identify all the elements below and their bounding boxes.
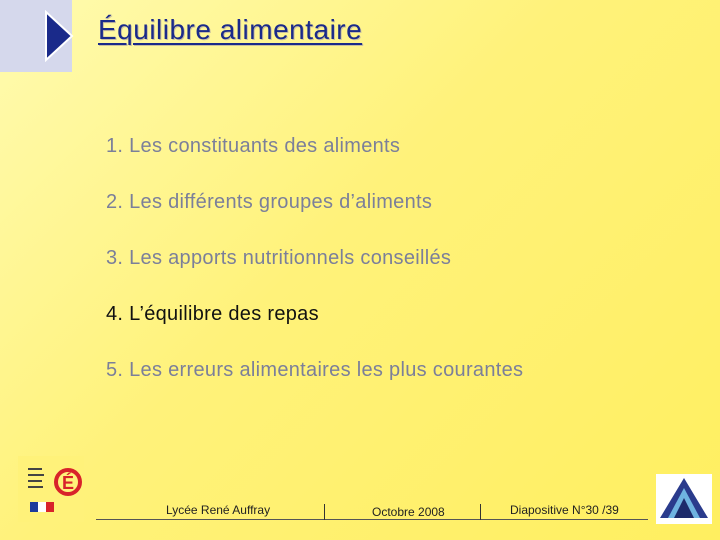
slide-title: Équilibre alimentaire — [98, 14, 363, 45]
nav-corner — [0, 0, 72, 72]
ministry-education-logo — [18, 456, 84, 522]
outline-item-5[interactable]: 5. Les erreurs alimentaires les plus courantes — [106, 359, 524, 381]
school-triangle-logo — [656, 474, 712, 524]
outline-item-1[interactable]: 1. Les constituants des aliments — [106, 135, 401, 157]
footer-date: Octobre 2008 — [372, 505, 445, 519]
outline-item-2[interactable]: 2. Les différents groupes d’aliments — [106, 191, 433, 213]
footer-school: Lycée René Auffray — [166, 503, 271, 517]
footer-rule — [96, 519, 648, 520]
footer-separator — [480, 504, 481, 520]
svg-text:É: É — [62, 473, 75, 493]
outline-item-3[interactable]: 3. Les apports nutritionnels conseillés — [106, 247, 452, 269]
footer-slide-number: Diapositive N°30 /39 — [510, 503, 619, 517]
outline-item-4-active[interactable]: 4. L’équilibre des repas — [106, 303, 319, 325]
footer-separator — [324, 504, 325, 520]
outline-list — [106, 132, 523, 412]
play-arrow-icon[interactable] — [44, 10, 74, 62]
